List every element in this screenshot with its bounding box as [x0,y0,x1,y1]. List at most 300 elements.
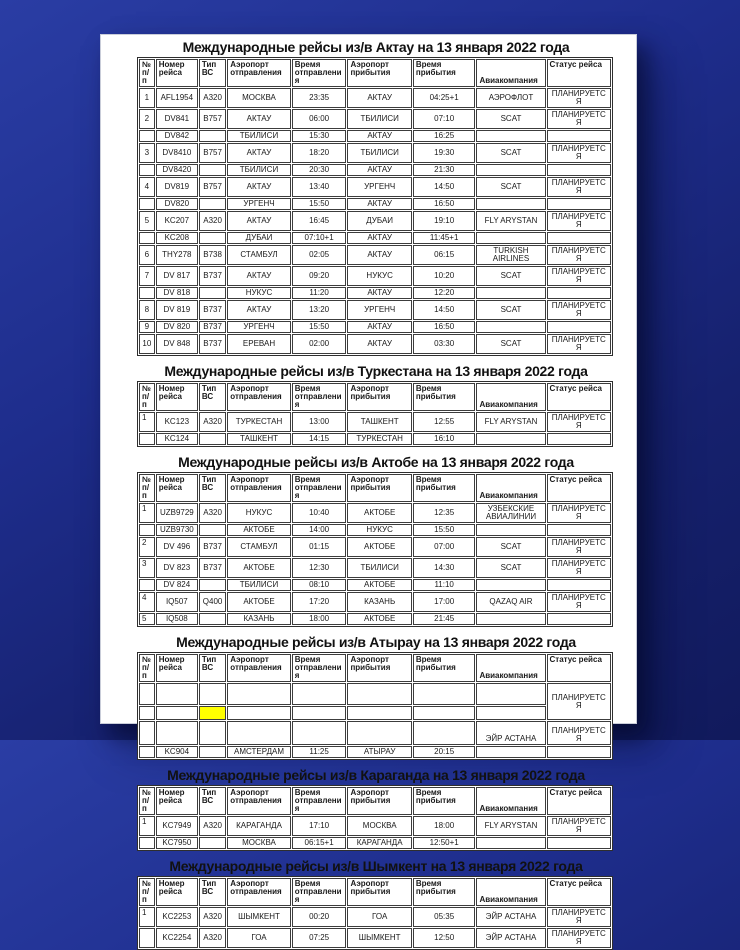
cell-status: ПЛАНИРУЕТСЯ [547,721,612,745]
table-row [139,287,611,299]
flight-table-section [137,767,615,851]
cell-airline [476,198,545,210]
column-header-arrival-time: Время прибытия [413,383,476,411]
cell-arrival-airport: ДУБАИ [347,211,411,231]
cell-arrival-airport [347,706,411,720]
cell-arrival-time: 11:45+1 [413,232,476,244]
cell-status: ПЛАНИРУЕТСЯ [547,683,612,720]
cell-departure-time: 07:10+1 [292,232,347,244]
cell-status: ПЛАНИРУЕТСЯ [547,503,612,523]
cell-flight-number: UZB9730 [156,524,198,536]
cell-arrival-time: 07:00 [413,537,476,557]
cell-flight-number: KC124 [156,433,198,445]
cell-aircraft-type [199,721,226,745]
column-header-status: Статус рейса [547,474,612,502]
cell-num: 9 [139,321,155,333]
cell-arrival-time: 11:10 [413,579,476,591]
cell-arrival-time: 21:30 [413,164,476,176]
column-header-flight-number: Номер рейса [156,654,198,682]
cell-arrival-airport: ТБИЛИСИ [347,558,411,578]
cell-airline [476,706,545,720]
cell-departure-airport: АКТАУ [227,300,291,320]
cell-num [139,433,155,445]
cell-arrival-airport: АКТАУ [347,88,411,108]
column-header-num: № п/п [139,654,155,682]
column-header-arrival-airport: Аэропорт прибытия [347,654,411,682]
cell-num [139,928,155,948]
table-row [139,837,611,849]
cell-arrival-airport: УРГЕНЧ [347,300,411,320]
cell-status [547,579,612,591]
cell-departure-time [292,683,347,705]
cell-arrival-time: 20:15 [413,746,476,758]
cell-aircraft-type [199,579,226,591]
cell-num: 4 [139,177,155,197]
flight-table-section [137,454,615,627]
cell-num: 10 [139,334,155,354]
cell-flight-number: UZB9729 [156,503,198,523]
cell-airline: УЗБЕКСКИЕ АВИАЛИНИИ [476,503,545,523]
cell-departure-airport: АКТАУ [227,266,291,286]
cell-aircraft-type [199,198,226,210]
column-header-flight-number: Номер рейса [156,787,198,815]
cell-departure-airport: КАРАГАНДА [227,816,291,836]
cell-airline: ЭЙР АСТАНА [476,721,545,745]
header-row [139,383,611,411]
table-title: Международные рейсы из/в Актобе на 13 января 2022 года [178,454,574,470]
cell-arrival-airport: АКТАУ [347,130,411,142]
cell-aircraft-type: B737 [199,558,226,578]
cell-departure-time: 08:10 [292,579,347,591]
cell-arrival-time [413,721,476,745]
cell-aircraft-type [199,746,226,758]
column-header-arrival-airport: Аэропорт прибытия [347,59,411,87]
cell-status [547,837,612,849]
cell-arrival-airport: АКТАУ [347,245,411,265]
cell-flight-number: KC207 [156,211,198,231]
cell-aircraft-type: B737 [199,334,226,354]
cell-flight-number: DV 848 [156,334,198,354]
cell-departure-airport: ШЫМКЕНТ [227,907,291,927]
column-header-num: № п/п [139,474,155,502]
cell-arrival-time [413,706,476,720]
cell-departure-airport: МОСКВА [227,837,291,849]
cell-airline: QAZAQ AIR [476,592,545,612]
cell-arrival-time: 03:30 [413,334,476,354]
cell-num: 3 [139,558,155,578]
cell-airline: АЭРОФЛОТ [476,88,545,108]
cell-airline: SCAT [476,177,545,197]
cell-num: 7 [139,266,155,286]
table-title: Международные рейсы из/в Туркестана на 13 января 2022 года [164,363,588,379]
cell-airline [476,524,545,536]
cell-aircraft-type [199,287,226,299]
cell-departure-time: 06:15+1 [292,837,347,849]
cell-departure-airport: АКТАУ [227,177,291,197]
cell-arrival-time: 16:10 [413,433,476,445]
cell-arrival-airport: АТЫРАУ [347,746,411,758]
table-title: Международные рейсы из/в Шымкент на 13 января 2022 года [169,858,583,874]
cell-departure-time: 18:20 [292,143,347,163]
cell-flight-number [156,721,198,745]
cell-status [547,164,612,176]
cell-flight-number: THY278 [156,245,198,265]
column-header-departure-airport: Аэропорт отправления [227,787,291,815]
table-row [139,524,611,536]
column-header-status: Статус рейса [547,59,612,87]
cell-arrival-time: 18:00 [413,816,476,836]
cell-airline [476,232,545,244]
cell-departure-airport: УРГЕНЧ [227,321,291,333]
flights-table [137,472,613,627]
cell-num: 8 [139,300,155,320]
cell-departure-time: 09:20 [292,266,347,286]
column-header-departure-time: Время отправления [292,878,347,906]
table-row [139,300,611,320]
cell-flight-number: KC123 [156,412,198,432]
cell-departure-time: 11:20 [292,287,347,299]
cell-flight-number [156,683,198,705]
cell-status [547,746,612,758]
cell-flight-number: KC208 [156,232,198,244]
table-row [139,613,611,625]
flight-table-section [137,363,615,447]
cell-arrival-airport: ТАШКЕНТ [347,412,411,432]
tables-host [137,39,615,950]
cell-aircraft-type: A320 [199,928,226,948]
cell-departure-time: 14:00 [292,524,347,536]
cell-departure-airport: АКТОБЕ [227,592,291,612]
table-title: Международные рейсы из/в Караганда на 13 января 2022 года [167,767,585,783]
table-row [139,143,611,163]
cell-status: ПЛАНИРУЕТСЯ [547,109,612,129]
column-header-departure-airport: Аэропорт отправления [227,59,291,87]
column-header-airline: Авиакомпания [476,383,545,411]
flight-table-section [137,39,615,356]
cell-status: ПЛАНИРУЕТСЯ [547,266,612,286]
table-row [139,928,611,948]
cell-departure-airport: НУКУС [227,503,291,523]
cell-departure-airport: ЕРЕВАН [227,334,291,354]
cell-departure-airport: АКТАУ [227,143,291,163]
cell-flight-number: IQ507 [156,592,198,612]
table-row [139,433,611,445]
header-row [139,59,611,87]
cell-departure-time: 18:00 [292,613,347,625]
cell-airline [476,837,545,849]
cell-aircraft-type [199,613,226,625]
table-row [139,245,611,265]
table-row [139,816,611,836]
cell-arrival-time: 06:15 [413,245,476,265]
cell-departure-time: 16:45 [292,211,347,231]
cell-arrival-time: 04:25+1 [413,88,476,108]
cell-arrival-time: 12:35 [413,503,476,523]
cell-departure-airport: ГОА [227,928,291,948]
cell-arrival-airport: НУКУС [347,524,411,536]
cell-status [547,287,612,299]
table-row [139,334,611,354]
cell-status: ПЛАНИРУЕТСЯ [547,245,612,265]
cell-arrival-time: 12:20 [413,287,476,299]
column-header-status: Статус рейса [547,878,612,906]
column-header-departure-airport: Аэропорт отправления [227,474,291,502]
column-header-airline: Авиакомпания [476,878,545,906]
cell-flight-number [156,706,198,720]
cell-departure-time: 06:00 [292,109,347,129]
cell-departure-airport: НУКУС [227,287,291,299]
header-row [139,654,611,682]
cell-departure-airport: ТБИЛИСИ [227,579,291,591]
cell-status: ПЛАНИРУЕТСЯ [547,177,612,197]
table-row [139,211,611,231]
cell-flight-number: KC7950 [156,837,198,849]
document-page [100,34,637,946]
cell-status: ПЛАНИРУЕТСЯ [547,300,612,320]
cell-flight-number: DV 819 [156,300,198,320]
cell-status: ПЛАНИРУЕТСЯ [547,143,612,163]
table-row [139,907,611,927]
cell-flight-number: DV820 [156,198,198,210]
cell-airline [476,683,545,705]
flight-table-section [137,634,615,760]
cell-num: 2 [139,537,155,557]
column-header-flight-number: Номер рейса [156,878,198,906]
cell-departure-time: 11:25 [292,746,347,758]
column-header-aircraft-type: Тип ВС [199,59,226,87]
cell-arrival-airport [347,683,411,705]
cell-aircraft-type: B737 [199,321,226,333]
cell-aircraft-type [199,433,226,445]
cell-departure-airport: АКТОБЕ [227,524,291,536]
table-row [139,164,611,176]
cell-aircraft-type [199,164,226,176]
flights-table [137,876,613,950]
cell-arrival-time: 16:50 [413,198,476,210]
cell-arrival-airport: ШЫМКЕНТ [347,928,411,948]
table-row [139,579,611,591]
column-header-airline: Авиакомпания [476,654,545,682]
cell-aircraft-type: A320 [199,412,226,432]
cell-departure-airport: ТБИЛИСИ [227,130,291,142]
cell-arrival-airport: АКТОБЕ [347,537,411,557]
cell-departure-time [292,721,347,745]
cell-num: 3 [139,143,155,163]
cell-airline [476,321,545,333]
cell-num: 4 [139,592,155,612]
cell-num: 1 [139,907,155,927]
column-header-arrival-airport: Аэропорт прибытия [347,878,411,906]
cell-arrival-airport: ТБИЛИСИ [347,143,411,163]
cell-status: ПЛАНИРУЕТСЯ [547,592,612,612]
cell-flight-number: DV 820 [156,321,198,333]
cell-flight-number: DV 823 [156,558,198,578]
table-row [139,109,611,129]
cell-airline: FLY ARYSTAN [476,412,545,432]
cell-departure-airport: СТАМБУЛ [227,537,291,557]
column-header-arrival-time: Время прибытия [413,59,476,87]
cell-aircraft-type: A320 [199,816,226,836]
column-header-aircraft-type: Тип ВС [199,878,226,906]
cell-arrival-airport: НУКУС [347,266,411,286]
cell-flight-number: KC2253 [156,907,198,927]
header-row [139,787,611,815]
flights-table [137,381,613,447]
cell-departure-time: 13:00 [292,412,347,432]
cell-airline [476,579,545,591]
cell-aircraft-type: A320 [199,88,226,108]
cell-arrival-time: 12:50+1 [413,837,476,849]
cell-status [547,433,612,445]
column-header-num: № п/п [139,878,155,906]
cell-aircraft-type [199,706,226,720]
cell-aircraft-type: B757 [199,177,226,197]
cell-departure-airport: АМСТЕРДАМ [227,746,291,758]
cell-departure-airport: ТАШКЕНТ [227,433,291,445]
cell-departure-airport [227,683,291,705]
cell-arrival-airport: МОСКВА [347,816,411,836]
column-header-flight-number: Номер рейса [156,59,198,87]
cell-departure-time: 23:35 [292,88,347,108]
cell-num [139,164,155,176]
cell-flight-number: DV8420 [156,164,198,176]
cell-arrival-airport: АКТАУ [347,164,411,176]
cell-arrival-time: 19:10 [413,211,476,231]
cell-departure-time: 13:40 [292,177,347,197]
cell-aircraft-type: B738 [199,245,226,265]
cell-arrival-time: 15:50 [413,524,476,536]
cell-arrival-time: 17:00 [413,592,476,612]
cell-status [547,524,612,536]
column-header-airline: Авиакомпания [476,787,545,815]
cell-departure-time: 01:15 [292,537,347,557]
cell-arrival-time: 07:10 [413,109,476,129]
column-header-departure-time: Время отправления [292,59,347,87]
column-header-airline: Авиакомпания [476,59,545,87]
cell-aircraft-type [199,130,226,142]
table-row [139,683,611,705]
cell-status [547,613,612,625]
cell-airline: ЭЙР АСТАНА [476,907,545,927]
table-row [139,503,611,523]
cell-num [139,198,155,210]
cell-airline [476,746,545,758]
cell-airline: SCAT [476,334,545,354]
cell-status: ПЛАНИРУЕТСЯ [547,334,612,354]
cell-arrival-time: 21:45 [413,613,476,625]
cell-departure-time: 07:25 [292,928,347,948]
cell-num: 5 [139,613,155,625]
cell-airline: SCAT [476,300,545,320]
cell-flight-number: DV842 [156,130,198,142]
cell-arrival-airport: КАЗАНЬ [347,592,411,612]
cell-num: 1 [139,816,155,836]
cell-flight-number: KC904 [156,746,198,758]
cell-status: ПЛАНИРУЕТСЯ [547,558,612,578]
column-header-status: Статус рейса [547,383,612,411]
cell-num [139,130,155,142]
cell-arrival-time: 19:30 [413,143,476,163]
table-row [139,232,611,244]
cell-num [139,837,155,849]
column-header-arrival-airport: Аэропорт прибытия [347,383,411,411]
cell-arrival-airport: АКТАУ [347,287,411,299]
cell-departure-time: 02:05 [292,245,347,265]
cell-airline: SCAT [476,143,545,163]
cell-status: ПЛАНИРУЕТСЯ [547,537,612,557]
cell-arrival-time: 16:25 [413,130,476,142]
cell-aircraft-type [199,232,226,244]
cell-num: 1 [139,412,155,432]
cell-airline [476,130,545,142]
cell-num [139,746,155,758]
column-header-departure-airport: Аэропорт отправления [227,878,291,906]
cell-departure-airport: ТБИЛИСИ [227,164,291,176]
cell-departure-time: 02:00 [292,334,347,354]
cell-departure-airport [227,706,291,720]
cell-airline [476,613,545,625]
table-row [139,177,611,197]
cell-flight-number: DV8410 [156,143,198,163]
column-header-airline: Авиакомпания [476,474,545,502]
cell-num: 2 [139,109,155,129]
cell-num [139,721,155,745]
column-header-aircraft-type: Тип ВС [199,383,226,411]
column-header-arrival-time: Время прибытия [413,654,476,682]
cell-departure-time: 13:20 [292,300,347,320]
cell-num [139,683,155,705]
cell-departure-airport: КАЗАНЬ [227,613,291,625]
cell-arrival-airport: УРГЕНЧ [347,177,411,197]
cell-arrival-airport [347,721,411,745]
cell-num [139,232,155,244]
table-row [139,321,611,333]
table-row [139,592,611,612]
cell-status: ПЛАНИРУЕТСЯ [547,928,612,948]
cell-arrival-time: 10:20 [413,266,476,286]
cell-arrival-time: 14:50 [413,177,476,197]
header-row [139,474,611,502]
cell-status: ПЛАНИРУЕТСЯ [547,211,612,231]
column-header-arrival-time: Время прибытия [413,878,476,906]
column-header-status: Статус рейса [547,787,612,815]
cell-status [547,130,612,142]
cell-num: 5 [139,211,155,231]
cell-arrival-airport: ТБИЛИСИ [347,109,411,129]
cell-departure-time: 15:50 [292,321,347,333]
cell-aircraft-type [199,524,226,536]
cell-aircraft-type: A320 [199,211,226,231]
cell-arrival-airport: АКТАУ [347,334,411,354]
cell-aircraft-type: B737 [199,537,226,557]
flight-table-section [137,858,615,950]
cell-arrival-airport: АКТАУ [347,321,411,333]
cell-aircraft-type: B737 [199,266,226,286]
cell-airline: SCAT [476,537,545,557]
cell-departure-time: 17:10 [292,816,347,836]
cell-airline: SCAT [476,266,545,286]
cell-airline [476,433,545,445]
table-row [139,130,611,142]
cell-status: ПЛАНИРУЕТСЯ [547,907,612,927]
column-header-status: Статус рейса [547,654,612,682]
cell-flight-number: DV 496 [156,537,198,557]
flights-table [137,652,613,760]
column-header-departure-time: Время отправления [292,654,347,682]
cell-arrival-airport: АКТОБЕ [347,579,411,591]
cell-airline [476,164,545,176]
table-row [139,198,611,210]
